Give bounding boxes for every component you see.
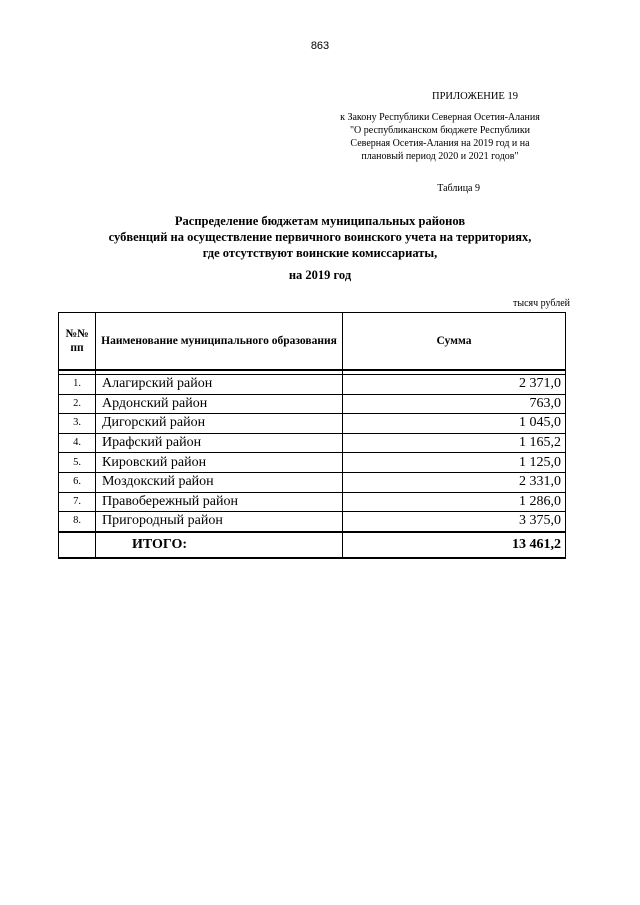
header-number: №№ пп: [59, 313, 96, 371]
heading-line: субвенций на осуществление первичного воинского учета на территориях,: [108, 230, 532, 244]
appendix-line: плановый период 2020 и 2021 годов": [361, 151, 519, 162]
row-name: Правобережный район: [96, 492, 343, 512]
header-sum: Сумма: [343, 313, 566, 371]
table-row: [59, 512, 566, 532]
row-name: Кировский район: [96, 453, 343, 473]
row-name: Ардонский район: [96, 394, 343, 414]
row-name: Алагирский район: [96, 375, 343, 395]
row-sum: 2 371,0: [343, 375, 566, 395]
row-number: 6.: [59, 472, 96, 492]
total-number-cell: [59, 532, 96, 558]
appendix-title: ПРИЛОЖЕНИЕ 19: [432, 91, 518, 102]
appendix-line: к Закону Республики Северная Осетия-Алания: [340, 112, 540, 123]
row-sum: 763,0: [343, 394, 566, 414]
table-row: [59, 433, 566, 453]
total-sum: 13 461,2: [343, 532, 566, 558]
table-row: [59, 414, 566, 434]
row-number: 8.: [59, 512, 96, 532]
page-number: 863: [310, 40, 330, 52]
row-sum: 1 165,2: [343, 433, 566, 453]
row-sum: 3 375,0: [343, 512, 566, 532]
table-row: [59, 375, 566, 395]
row-number: 4.: [59, 433, 96, 453]
total-row: [59, 532, 566, 558]
distribution-table: [58, 312, 566, 559]
heading-year: на 2019 год: [288, 268, 352, 282]
document-heading: [60, 213, 580, 261]
table-row: [59, 394, 566, 414]
header-name: Наименование муниципального образования: [96, 313, 343, 371]
table-label: Таблица 9: [437, 183, 480, 194]
row-name: Ирафский район: [96, 433, 343, 453]
row-sum: 1 045,0: [343, 414, 566, 434]
appendix-reference: [320, 111, 560, 163]
heading-line: Распределение бюджетам муниципальных районов: [174, 214, 466, 228]
table-body: [59, 375, 566, 558]
row-name: Пригородный район: [96, 512, 343, 532]
total-label: ИТОГО:: [96, 532, 343, 558]
table-row: [59, 453, 566, 473]
row-number: 2.: [59, 394, 96, 414]
row-name: Моздокский район: [96, 472, 343, 492]
row-sum: 1 125,0: [343, 453, 566, 473]
table-header-row: [59, 313, 566, 371]
row-number: 5.: [59, 453, 96, 473]
row-sum: 1 286,0: [343, 492, 566, 512]
row-sum: 2 331,0: [343, 472, 566, 492]
appendix-line: Северная Осетия-Алания на 2019 год и на: [350, 138, 530, 149]
units-label: тысяч рублей: [512, 298, 570, 309]
appendix-line: "О республиканском бюджете Республики: [349, 125, 531, 136]
row-name: Дигорский район: [96, 414, 343, 434]
row-number: 3.: [59, 414, 96, 434]
table-row: [59, 472, 566, 492]
row-number: 7.: [59, 492, 96, 512]
table-row: [59, 492, 566, 512]
appendix-block: [320, 90, 560, 163]
row-number: 1.: [59, 375, 96, 395]
heading-line: где отсутствуют воинские комиссариаты,: [202, 246, 438, 260]
